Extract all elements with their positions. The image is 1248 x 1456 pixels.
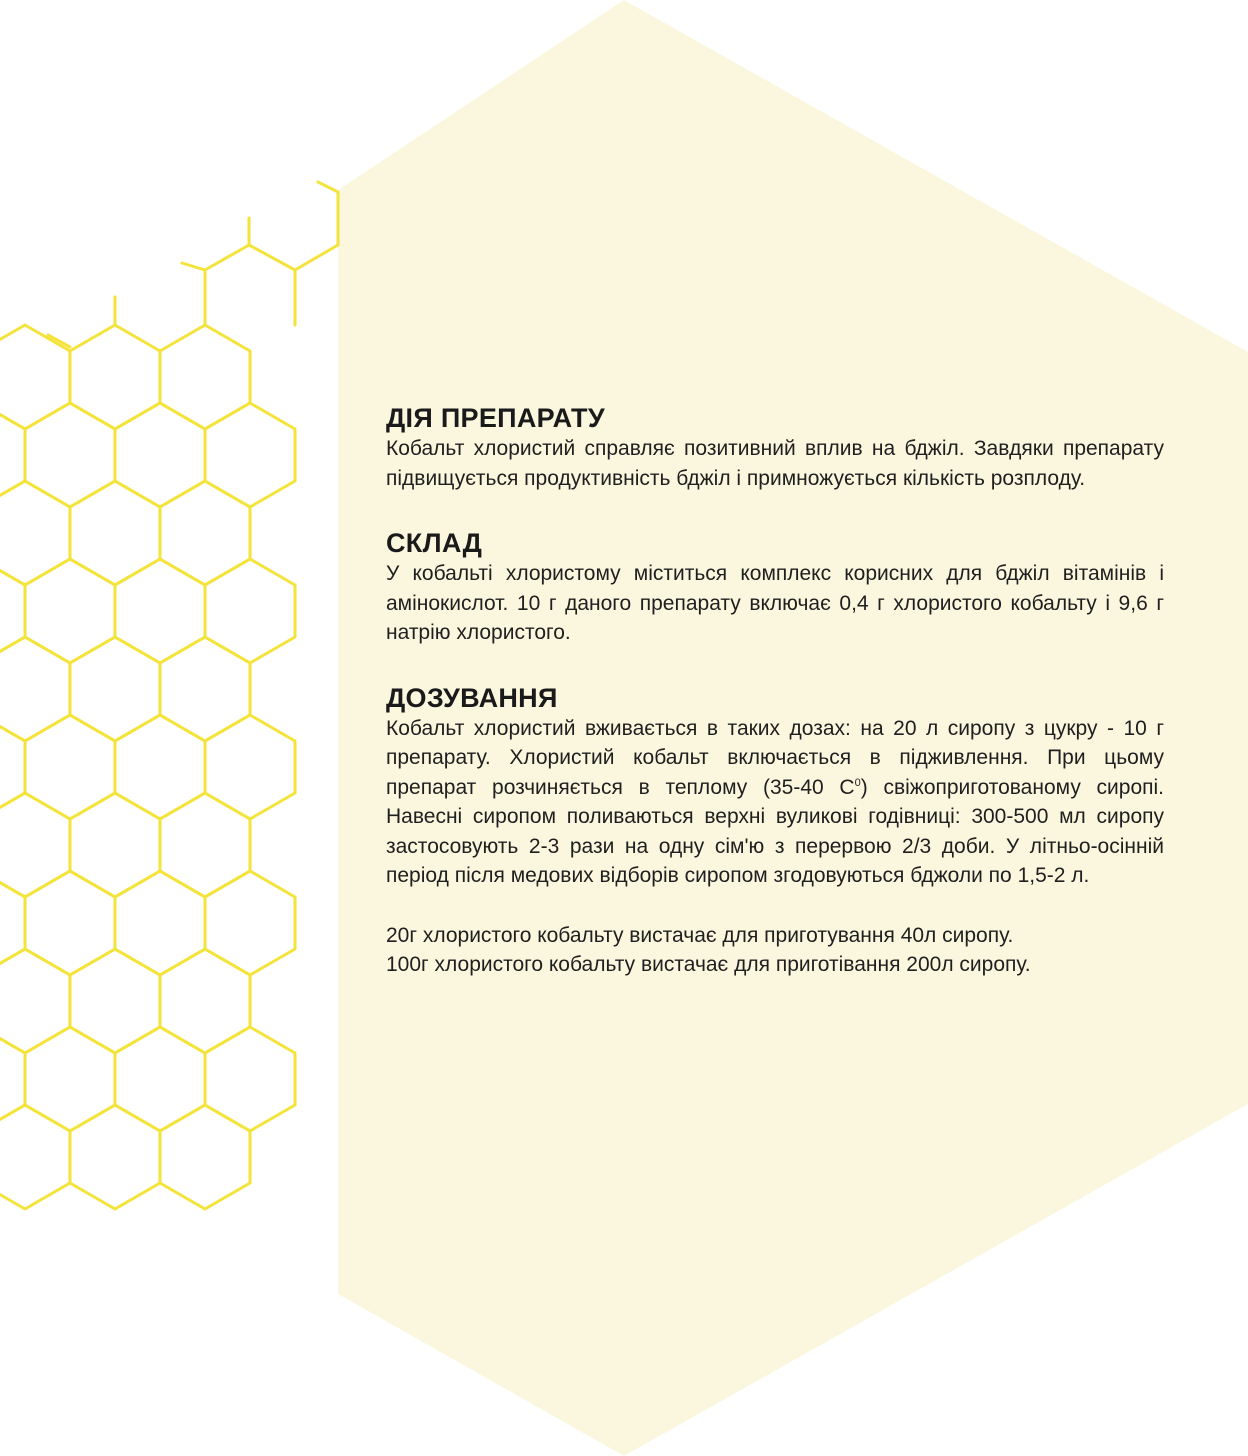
honeycomb-cell [0,871,25,975]
honeycomb-cell [115,403,205,507]
section-composition [386,527,1164,648]
honeycomb-cell [160,793,250,897]
honeycomb-cell [0,793,70,897]
honeycomb-fragment [249,245,295,325]
section-text-composition: У кобальті хлористому міститься комплекс корисних для бджіл вітамінів і амінокислот. 10 г даного препарату включає 0,4 г хлористого кобальту і 9,6 г натрію хлористого. [386,562,1164,644]
dosage-notes [386,921,1164,980]
honeycomb-fragment [182,263,205,325]
honeycomb-cell [0,403,25,507]
honeycomb-cell [205,1027,295,1131]
honeycomb-cell [25,715,115,819]
honeycomb-cell [25,1027,115,1131]
section-title-composition: СКЛАД [386,528,483,558]
honeycomb-cell [0,637,70,741]
dosage-text-part-2: ) свіжоприготованому сиропі. Навесні сиропом поливаються верхні вуликові годівниці: 300-500 мл сиропу застосовують 2-3 рази на одну сім'ю з перервою 2/3 доби. У літньо-осінній період після медових відборів сиропом згодовуються бджоли по 1,5-2 л. [386,775,1165,887]
honeycomb-cell [25,871,115,975]
honeycomb-cell [205,715,295,819]
product-info [386,402,1164,980]
honeycomb-cell [115,1027,205,1131]
honeycomb-cell [0,559,25,663]
degree-superscript: 0 [854,776,861,789]
honeycomb-cell [205,559,295,663]
honeycomb-cell [70,949,160,1053]
section-text-dosage [386,714,1164,891]
honeycomb-cell [70,325,160,429]
dosage-note-100g: 100г хлористого кобальту вистачає для приготівання 200л сиропу. [386,953,1031,976]
section-title-dosage: ДОЗУВАННЯ [386,682,558,713]
honeycomb-cell [205,871,295,975]
honeycomb-cell [115,715,205,819]
honeycomb-cell [160,325,250,429]
honeycomb-cell [25,559,115,663]
honeycomb-cell [0,715,25,819]
section-text-action: Кобальт хлористий справляє позитивний вплив на бджіл. Завдяки препарату підвищується продуктивність бджіл і примножується кількість розплоду. [386,437,1164,490]
honeycomb-cell [70,637,160,741]
honeycomb-fragment [295,182,338,270]
honeycomb-cell [0,1105,70,1209]
honeycomb-cell [70,793,160,897]
honeycomb-cell [0,1027,25,1131]
honeycomb-cell [0,949,70,1053]
honeycomb-cell [70,1105,160,1209]
honeycomb-cell [160,637,250,741]
section-action [386,402,1164,493]
section-title-action: ДІЯ ПРЕПАРАТУ [386,403,605,433]
dosage-text-part-1: Кобальт хлористий вживається в таких дозах: на 20 л сиропу з цукру - 10 г препарату. Хлористий кобальт включається в підживлення. При цьому препарат розчиняється в теплому (35-40 С [386,716,1164,799]
honeycomb-cell [205,403,295,507]
section-dosage [386,682,1164,980]
honeycomb-cell [160,949,250,1053]
honeycomb-cell [115,871,205,975]
honeycomb-cell [160,481,250,585]
honeycomb-fragment [205,218,249,270]
honeycomb-cell [0,481,70,585]
honeycomb-cell [160,1105,250,1209]
honeycomb-cell [115,559,205,663]
honeycomb-cell [70,481,160,585]
honeycomb-cell [25,403,115,507]
honeycomb-pattern [0,182,338,1209]
dosage-note-20g: 20г хлористого кобальту вистачає для приготування 40л сиропу. [386,923,1014,947]
